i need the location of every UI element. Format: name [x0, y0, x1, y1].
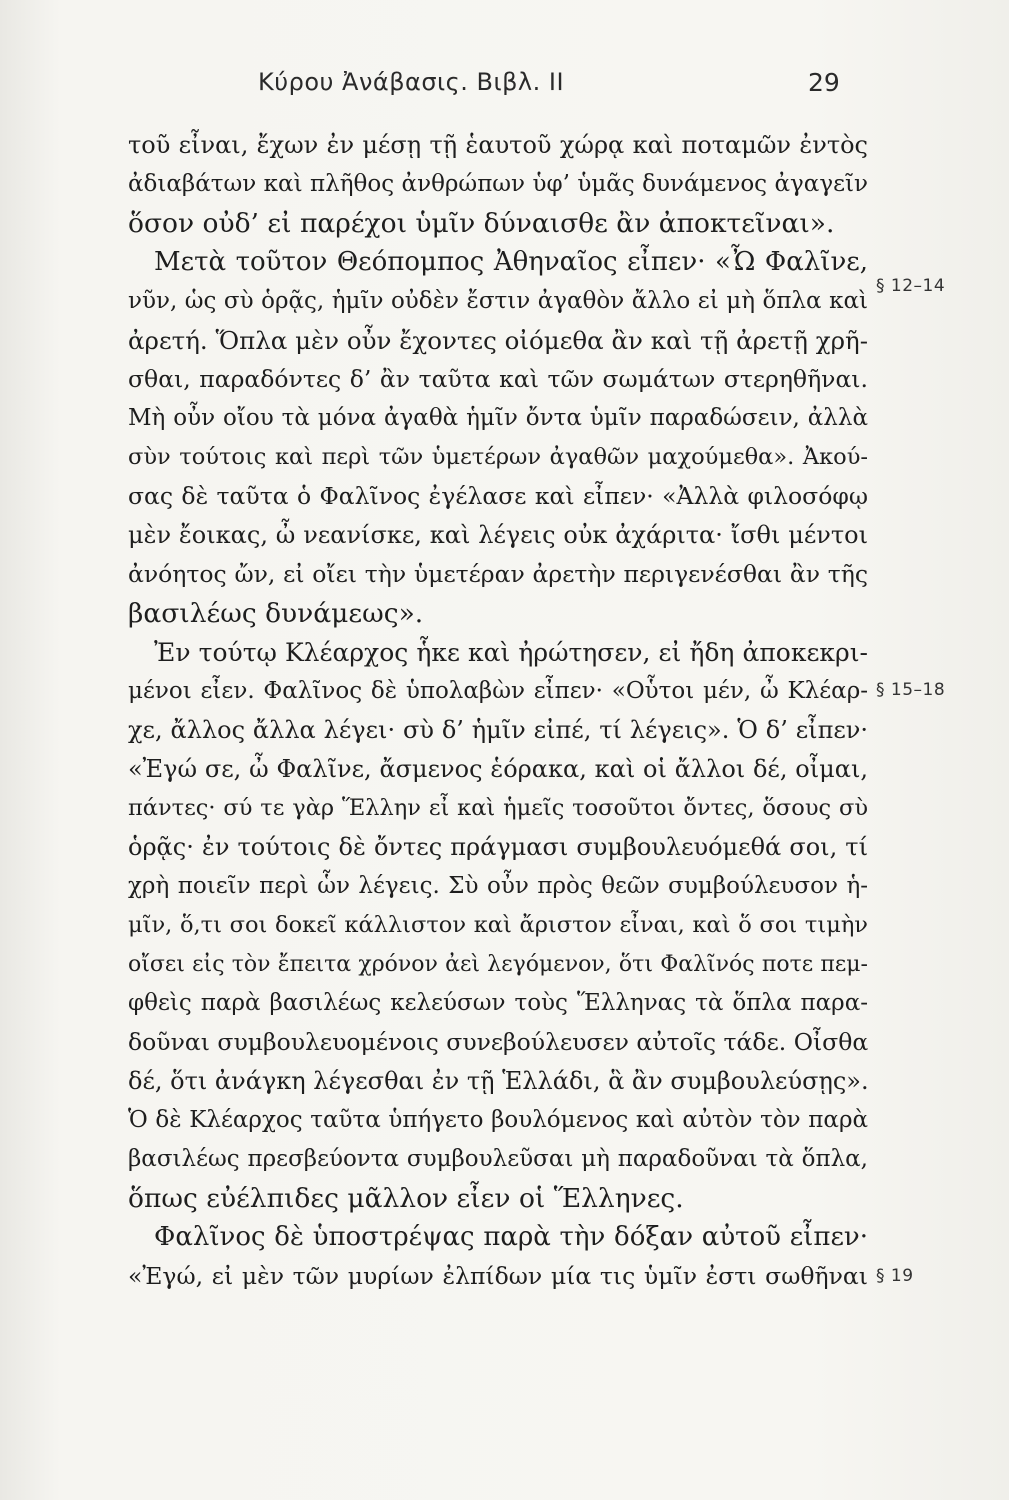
text-line: ὁρᾷς· ἐν τούτοις δὲ ὄντες πράγμασι συμβουλευόμεθά σοι, τί — [128, 833, 868, 861]
text-line: μὲν ἔοικας, ὦ νεανίσκε, καὶ λέγεις οὐκ ἀχάριτα· ἴσθι μέντοι — [128, 521, 868, 549]
text-line: σὺν τούτοις καὶ περὶ τῶν ὑμετέρων ἀγαθῶν μαχούμεθα». Ἀκού- — [128, 444, 868, 470]
text-line: ὅσον οὐδ’ εἰ παρέχοι ὑμῖν δύναισθε ἂν ἀποκτεῖναι». — [128, 208, 835, 239]
text-line: ἀδιαβάτων καὶ πλῆθος ἀνθρώπων ὑφ’ ὑμᾶς δυνάμενος ἀγαγεῖν — [128, 171, 868, 197]
paragraph-start-line: Ἐν τούτῳ Κλέαρχος ἧκε καὶ ἠρώτησεν, εἰ ἤδη ἀποκεκρι- — [154, 638, 868, 667]
text-line: οἴσει εἰς τὸν ἔπειτα χρόνον ἀεὶ λεγόμενον, ὅτι Φαλῖνός ποτε πεμ- — [128, 952, 868, 977]
running-head — [0, 68, 1009, 108]
text-line: πάντες· σύ τε γὰρ Ἕλλην εἶ καὶ ἡμεῖς τοσοῦτοι ὄντες, ὅσους σὺ — [128, 795, 868, 821]
text-line: βασιλέως πρεσβεύοντα συμβουλεῦσαι μὴ παραδοῦναι τὰ ὅπλα, — [128, 1146, 868, 1172]
text-line: δοῦναι συμβουλευομένοις συνεβούλευσεν αὐτοῖς τάδε. Οἶσθα — [128, 1028, 869, 1056]
text-line: φθεὶς παρὰ βασιλέως κελεύσων τοὺς Ἕλληνας τὰ ὅπλα παρα- — [128, 990, 868, 1016]
text-line: σας δὲ ταῦτα ὁ Φαλῖνος ἐγέλασε καὶ εἶπεν· «Ἀλλὰ φιλοσόφῳ — [128, 482, 868, 510]
greek-text-body — [128, 126, 868, 1296]
text-line: χρὴ ποιεῖν περὶ ὧν λέγεις. Σὺ οὖν πρὸς θεῶν συμβούλευσον ἡ- — [128, 873, 868, 899]
text-line: «Ἐγώ, εἰ μὲν τῶν μυρίων ἐλπίδων μία τις ὑμῖν ἐστι σωθῆναι — [128, 1262, 868, 1290]
section-marker-12-14: § 12–14 — [876, 276, 946, 296]
text-line: νῦν, ὡς σὺ ὁρᾷς, ἡμῖν οὐδὲν ἔστιν ἀγαθὸν ἄλλο εἰ μὴ ὅπλα καὶ — [128, 288, 868, 314]
text-line: δέ, ὅτι ἀνάγκη λέγεσθαι ἐν τῇ Ἑλλάδι, ἃ ἂν συμβουλεύσῃς». — [128, 1067, 869, 1095]
section-marker-19: § 19 — [876, 1266, 914, 1286]
text-line: ἀνόητος ὤν, εἰ οἴει τὴν ὑμετέραν ἀρετὴν περιγενέσθαι ἂν τῆς — [128, 560, 868, 588]
paragraph-start-line: Φαλῖνος δὲ ὑποστρέψας παρὰ τὴν δόξαν αὐτοῦ εἶπεν· — [154, 1222, 868, 1252]
page-number: 29 — [808, 68, 840, 97]
paragraph-start-line: Μετὰ τοῦτον Θεόπομπος Ἀθηναῖος εἶπεν· «Ὦ Φαλῖνε, — [154, 247, 868, 277]
text-line: Ὁ δὲ Κλέαρχος ταῦτα ὑπήγετο βουλόμενος καὶ αὐτὸν τὸν παρὰ — [128, 1107, 868, 1133]
section-marker-15-18: § 15–18 — [876, 680, 946, 700]
text-line: Μὴ οὖν οἴου τὰ μόνα ἀγαθὰ ἡμῖν ὄντα ὑμῖν παραδώσειν, ἀλλὰ — [128, 405, 868, 431]
text-line: ὅπως εὐέλπιδες μᾶλλον εἶεν οἱ Ἕλληνες. — [128, 1183, 684, 1214]
text-line: μένοι εἶεν. Φαλῖνος δὲ ὑπολαβὼν εἶπεν· «Οὗτοι μέν, ὦ Κλέαρ- — [128, 678, 868, 704]
text-line: χε, ἄλλος ἄλλα λέγει· σὺ δ’ ἡμῖν εἰπέ, τί λέγεις». Ὁ δ’ εἶπεν· — [128, 716, 868, 744]
text-line: τοῦ εἶναι, ἔχων ἐν μέσῃ τῇ ἑαυτοῦ χώρᾳ καὶ ποταμῶν ἐντὸς — [128, 131, 868, 159]
text-line: βασιλέως δυνάμεως». — [128, 598, 424, 629]
running-title: Κύρου Ἀνάβασις. Βιβλ. ΙΙ — [258, 68, 565, 96]
text-line: «Ἐγώ σε, ὦ Φαλῖνε, ἄσμενος ἑόρακα, καὶ οἱ ἄλλοι δέ, οἶμαι, — [128, 755, 868, 783]
text-line: ἀρετή. Ὅπλα μὲν οὖν ἔχοντες οἰόμεθα ἂν καὶ τῇ ἀρετῇ χρῆ- — [128, 326, 868, 355]
text-line: σθαι, παραδόντες δ’ ἂν ταῦτα καὶ τῶν σωμάτων στερηθῆναι. — [128, 365, 868, 393]
text-line: μῖν, ὅ,τι σοι δοκεῖ κάλλιστον καὶ ἄριστον εἶναι, καὶ ὅ σοι τιμὴν — [128, 912, 868, 938]
